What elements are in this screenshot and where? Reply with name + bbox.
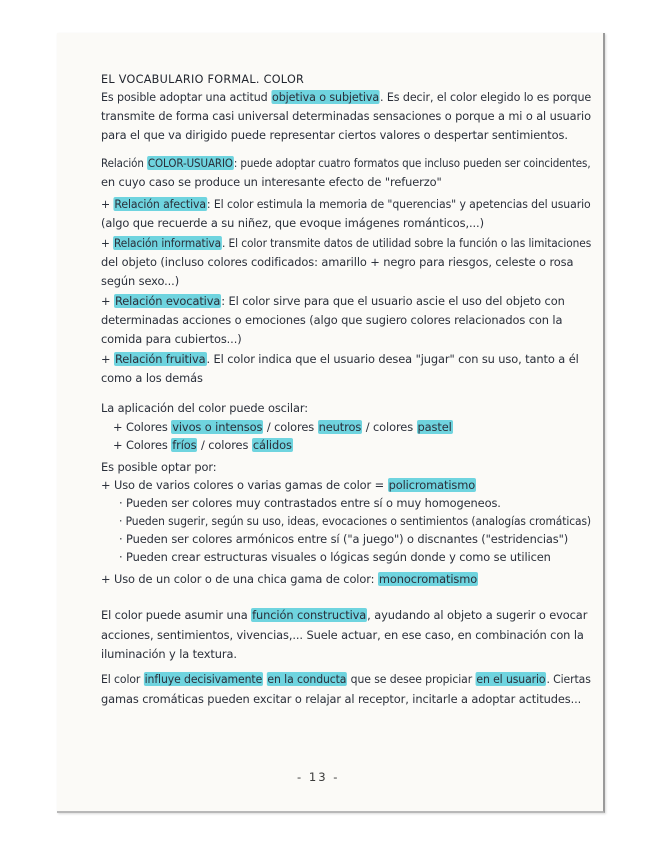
- aplicacion-item-1: [113, 421, 453, 434]
- paragraph-2-line-2: en cuyo caso se produce un interesante efecto de "refuerzo": [101, 175, 442, 189]
- optar-sub-4: · Pueden crear estructuras visuales o lógicas según donde y como se utilicen: [119, 550, 551, 564]
- optar-intro: Es posible optar por:: [101, 460, 217, 474]
- text: : puede adoptar cuatro formatos que incluso pueden ser coincidentes,: [233, 156, 591, 170]
- optar-policromatismo: [101, 479, 476, 492]
- paragraph-1-line-1: [101, 91, 591, 104]
- highlight-color-usuario: COLOR-USUARIO: [147, 156, 233, 170]
- relacion-evocativa-line-2: determinadas acciones o emociones (algo que sugiero colores relacionados con la: [101, 313, 563, 327]
- text: / colores: [197, 438, 252, 452]
- highlight-en-la-conducta: en la conducta: [267, 672, 347, 686]
- text: . El color transmite datos de utilidad sobre la función o las limitaciones: [221, 236, 592, 250]
- highlight-relacion-afectiva: Relación afectiva: [114, 197, 206, 211]
- paragraph-3-line-2: acciones, sentimientos, vivencias,... Suele actuar, en ese caso, en combinación con la: [101, 628, 584, 642]
- page-title: EL VOCABULARIO FORMAL. COLOR: [101, 73, 305, 86]
- paragraph-3-line-1: [101, 609, 587, 622]
- relacion-evocativa-line-1: [101, 295, 565, 308]
- highlight-policromatismo: policromatismo: [388, 478, 476, 492]
- highlight-relacion-fruitiva: Relación fruitiva: [114, 352, 206, 366]
- text: + Uso de un color o de una chica gama de color:: [101, 572, 378, 586]
- text: Relación: [101, 156, 148, 170]
- aplicacion-intro: La aplicación del color puede oscilar:: [101, 401, 308, 415]
- text: . El color indica que el usuario desea "jugar" con su uso, tanto a él: [206, 352, 579, 366]
- highlight-objetiva-subjetiva: objetiva o subjetiva: [272, 90, 380, 104]
- highlight-influye-decisivamente: influye decisivamente: [144, 672, 263, 686]
- text: / colores: [263, 420, 318, 434]
- paragraph-1-line-2: transmite de forma casi universal determinadas sensaciones o porque a mi o al usuario: [101, 109, 591, 123]
- notebook-page: [57, 33, 605, 813]
- text: + Colores: [113, 438, 172, 452]
- highlight-relacion-informativa: Relación informativa: [113, 236, 222, 250]
- paragraph-4-line-1: [101, 673, 591, 686]
- paragraph-4-line-2: gamas cromáticas pueden excitar o relajar al receptor, incitarle a adoptar actitudes...: [101, 692, 582, 706]
- relacion-fruitiva-line-1: [101, 353, 579, 366]
- text: El color puede asumir una: [101, 608, 252, 622]
- text: El color: [101, 672, 144, 686]
- highlight-pastel: pastel: [417, 420, 452, 434]
- text: que se desee propiciar: [347, 672, 476, 686]
- relacion-afectiva-line-1: [101, 198, 591, 211]
- text: , ayudando al objeto a sugerir o evocar: [367, 608, 588, 622]
- paragraph-1-line-3: para el que va dirigido puede representar ciertos valores o despertar sentimientos.: [101, 128, 568, 142]
- optar-sub-1: · Pueden ser colores muy contrastados entre sí o muy homogeneos.: [119, 496, 501, 510]
- highlight-funcion-constructiva: función constructiva: [252, 608, 367, 622]
- paragraph-2-line-1: [101, 157, 591, 170]
- bullet: +: [101, 294, 114, 308]
- text: : El color sirve para que el usuario ascie el uso del objeto con: [221, 294, 565, 308]
- optar-sub-2: · Pueden sugerir, según su uso, ideas, evocaciones o sentimientos (analogías cromáticas): [119, 514, 592, 528]
- optar-sub-3: · Pueden ser colores armónicos entre sí ("a juego") o discnantes ("estridencias"): [119, 532, 569, 546]
- highlight-neutros: neutros: [318, 420, 362, 434]
- bullet: +: [101, 197, 114, 211]
- text: + Uso de varios colores o varias gamas de color =: [101, 478, 388, 492]
- highlight-calidos: cálidos: [252, 438, 292, 452]
- relacion-evocativa-line-3: comida para cubiertos...): [101, 332, 242, 346]
- highlight-relacion-evocativa: Relación evocativa: [114, 294, 221, 308]
- page-number: - 13 -: [297, 770, 340, 784]
- bullet: +: [101, 236, 114, 250]
- aplicacion-item-2: [113, 439, 293, 452]
- paragraph-3-line-3: iluminación y la textura.: [101, 647, 237, 661]
- optar-monocromatismo: [101, 573, 478, 586]
- relacion-informativa-line-2: del objeto (incluso colores codificados: amarillo + negro para riesgos, celeste o rosa: [101, 255, 574, 269]
- relacion-fruitiva-line-2: como a los demás: [101, 371, 203, 385]
- text: . Ciertas: [546, 672, 591, 686]
- text: . Es decir, el color elegido lo es porque: [379, 90, 592, 104]
- relacion-informativa-line-3: según sexo...): [101, 274, 180, 288]
- highlight-vivos-intensos: vivos o intensos: [172, 420, 263, 434]
- bullet: +: [101, 352, 114, 366]
- text: : El color estimula la memoria de "querencias" y apetencias del usuario: [206, 197, 591, 211]
- relacion-afectiva-line-2: (algo que recuerde a su niñez, que evoque imágenes románticos,...): [101, 216, 484, 230]
- highlight-monocromatismo: monocromatismo: [378, 572, 478, 586]
- relacion-informativa-line-1: [101, 237, 591, 250]
- text: / colores: [362, 420, 417, 434]
- highlight-en-el-usuario: en el usuario: [476, 672, 546, 686]
- text: Es posible adoptar una actitud: [101, 90, 272, 104]
- text: + Colores: [113, 420, 172, 434]
- highlight-frios: fríos: [172, 438, 197, 452]
